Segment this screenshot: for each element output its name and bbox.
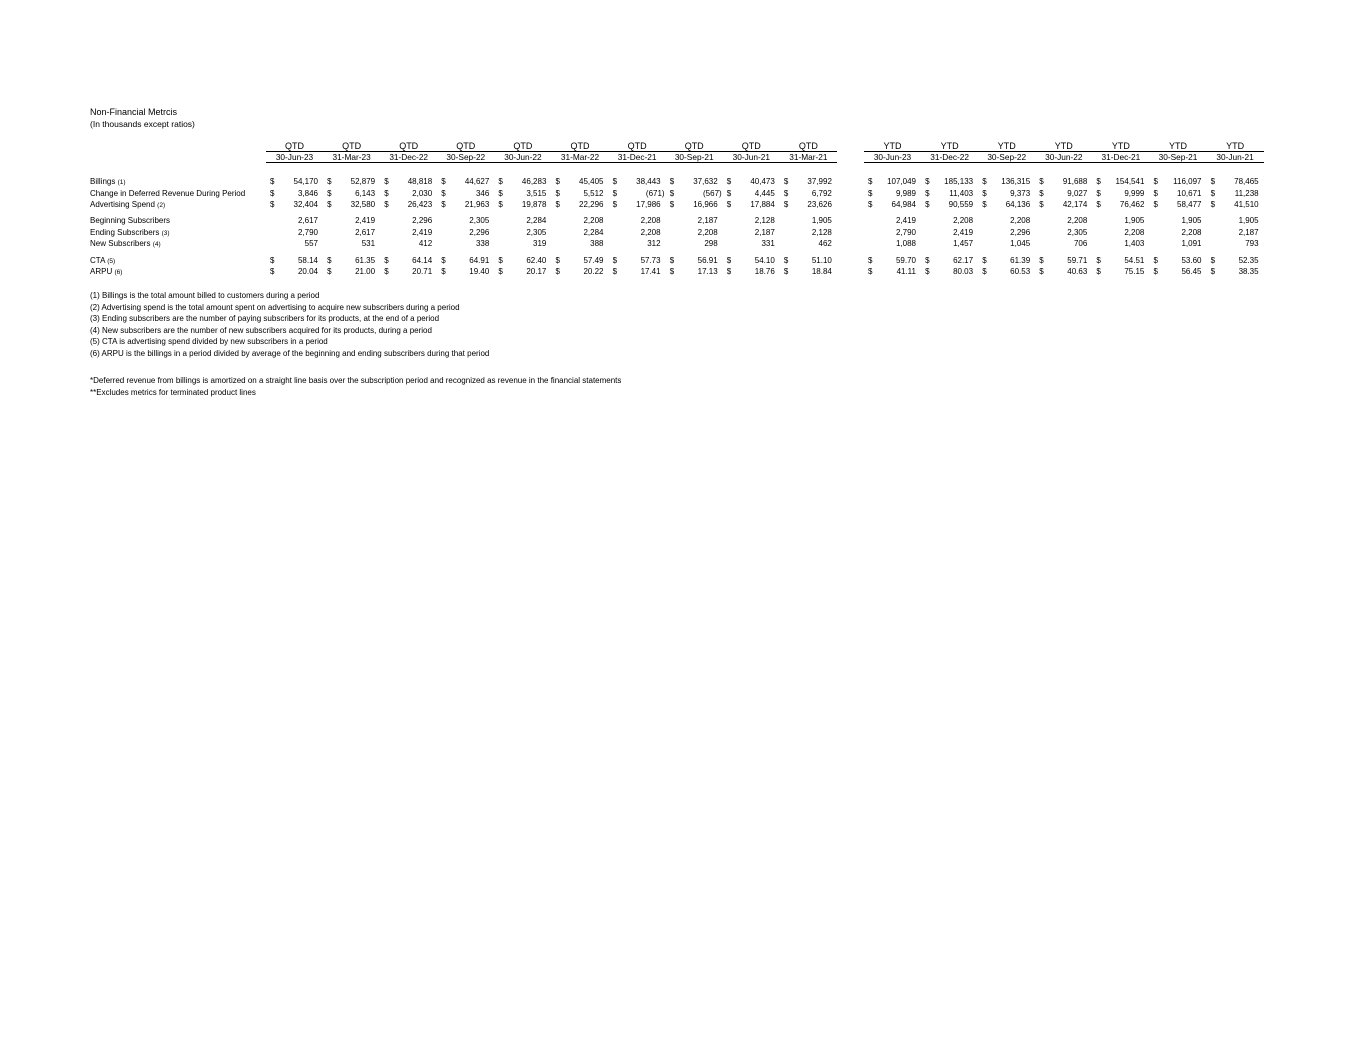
footnote-ref: (1) [117, 179, 126, 186]
currency-symbol: $ [384, 200, 389, 209]
cell-value: 2,208 [1181, 227, 1202, 237]
currency-symbol: $ [270, 177, 275, 186]
currency-symbol: $ [982, 188, 987, 198]
cell-value: 2,296 [469, 227, 490, 237]
row-label [90, 266, 122, 278]
currency-symbol: $ [555, 266, 560, 276]
cell-value: 58.14 [297, 255, 318, 265]
cell-value: 22,296 [579, 200, 604, 209]
cell-value: 2,419 [412, 227, 433, 237]
footnote-line: (5) CTA is advertising spend divided by new subscribers in a period [90, 337, 328, 347]
ytd-period-header: YTD [1169, 141, 1187, 151]
row-label-text: Beginning Subscribers [90, 216, 171, 225]
cell-value: 1,905 [811, 216, 832, 225]
currency-symbol: $ [982, 177, 987, 186]
cell-value: 23,626 [807, 200, 832, 209]
currency-symbol: $ [1096, 188, 1101, 198]
qtd-period-header: QTD [456, 141, 476, 151]
cell-value: 2,030 [412, 188, 433, 198]
currency-symbol: $ [441, 266, 446, 276]
currency-symbol: $ [555, 188, 560, 198]
cell-value: 2,284 [583, 227, 604, 237]
cell-value: 45,405 [579, 177, 604, 186]
cell-value: 75.15 [1124, 266, 1145, 276]
cell-value: 57.49 [583, 255, 604, 265]
currency-symbol: $ [982, 255, 987, 265]
table-row [0, 215, 1365, 226]
cell-value: (567) [703, 188, 722, 198]
currency-symbol: $ [327, 177, 332, 186]
currency-symbol: $ [384, 177, 389, 186]
cell-value: 90,559 [948, 200, 974, 209]
cell-value: 2,296 [1010, 227, 1031, 237]
cell-value: 136,315 [1001, 177, 1031, 186]
cell-value: 2,187 [1238, 227, 1259, 237]
currency-symbol: $ [498, 255, 503, 265]
cell-value: 56.91 [697, 255, 718, 265]
cell-value: 2,419 [953, 227, 974, 237]
currency-symbol: $ [1096, 200, 1101, 209]
cell-value: 9,373 [1010, 188, 1031, 198]
qtd-date-header: 31-Dec-21 [617, 152, 657, 162]
cell-value: 38.35 [1238, 266, 1259, 276]
cell-value: 2,208 [1010, 216, 1031, 225]
row-label-text: New Subscribers [90, 239, 151, 248]
row-label-text: Billings [90, 177, 116, 186]
ytd-header-rule-top [864, 151, 1264, 152]
ytd-date-header: 31-Dec-21 [1101, 152, 1141, 162]
cell-value: 54.51 [1124, 255, 1145, 265]
currency-symbol: $ [1210, 177, 1216, 186]
cell-value: 2,305 [469, 216, 490, 225]
row-label [90, 227, 170, 239]
cell-value: 388 [590, 239, 604, 248]
row-label-text: Change in Deferred Revenue During Period [90, 188, 246, 198]
currency-symbol: $ [612, 177, 618, 186]
cell-value: 1,457 [953, 239, 974, 248]
row-label [90, 238, 161, 250]
currency-symbol: $ [327, 255, 332, 265]
cell-value: 319 [533, 239, 547, 248]
cell-value: 76,462 [1119, 200, 1145, 209]
row-label-text: CTA [90, 255, 105, 265]
cell-value: 10,671 [1177, 188, 1202, 198]
currency-symbol: $ [498, 200, 503, 209]
footnote-ref: (3) [161, 229, 170, 237]
cell-value: 2,187 [754, 227, 775, 237]
qtd-period-header: QTD [798, 141, 818, 151]
qtd-date-header: 31-Dec-22 [389, 152, 429, 162]
cell-value: 17.41 [640, 266, 661, 276]
currency-symbol: $ [1153, 255, 1158, 265]
cell-value: 2,208 [1124, 227, 1145, 237]
cell-value: 59.71 [1067, 255, 1088, 265]
currency-symbol: $ [498, 177, 503, 186]
currency-symbol: $ [327, 200, 332, 209]
footnote-line: (4) New subscribers are the number of new subscribers acquired for its products, during a period [90, 325, 432, 335]
footnote-ref: (4) [152, 241, 161, 248]
cell-value: 2,187 [697, 216, 718, 225]
currency-symbol: $ [384, 255, 389, 265]
cell-value: 107,049 [887, 177, 916, 186]
qtd-period-header: QTD [684, 141, 704, 151]
cell-value: 2,208 [1067, 216, 1088, 225]
currency-symbol: $ [612, 188, 618, 198]
cell-value: 61.35 [355, 255, 376, 265]
currency-symbol: $ [982, 266, 987, 276]
footnote-ref: (2) [157, 202, 166, 209]
cell-value: 40,473 [750, 177, 775, 186]
qtd-date-header: 30-Jun-23 [275, 152, 314, 162]
currency-symbol: $ [669, 188, 675, 198]
footnote-line: (1) Billings is the total amount billed to customers during a period [90, 291, 320, 300]
footnote-line: (3) Ending subscribers are the number of paying subscribers for its products, at the end of a period [90, 314, 440, 324]
cell-value: 41.11 [896, 266, 916, 276]
ytd-date-header: 31-Dec-22 [930, 152, 969, 162]
cell-value: 1,091 [1181, 239, 1202, 248]
cell-value: 19,878 [521, 200, 547, 209]
cell-value: 1,045 [1010, 239, 1031, 248]
cell-value: 64,984 [891, 200, 916, 209]
row-label-text: Ending Subscribers [90, 227, 160, 237]
cell-value: 62.40 [526, 255, 547, 265]
cell-value: 56.45 [1181, 266, 1202, 276]
currency-symbol: $ [270, 266, 275, 276]
qtd-date-header: 31-Mar-22 [560, 152, 600, 162]
currency-symbol: $ [868, 188, 873, 198]
currency-symbol: $ [868, 255, 873, 265]
cell-value: 37,992 [807, 177, 832, 186]
report-subtitle: (In thousands except ratios) [90, 119, 195, 129]
cell-value: 58,477 [1177, 200, 1202, 209]
currency-symbol: $ [726, 177, 732, 186]
currency-symbol: $ [783, 255, 789, 265]
cell-value: 60.53 [1010, 266, 1031, 276]
currency-symbol: $ [868, 200, 873, 209]
currency-symbol: $ [441, 255, 446, 265]
cell-value: 706 [1073, 239, 1088, 248]
currency-symbol: $ [1039, 188, 1044, 198]
cell-value: 62.17 [953, 255, 974, 265]
currency-symbol: $ [925, 188, 930, 198]
qtd-date-header: 30-Jun-22 [504, 152, 542, 162]
ytd-period-header: YTD [1226, 141, 1245, 151]
cell-value: 52,879 [350, 177, 376, 186]
currency-symbol: $ [669, 266, 675, 276]
row-label [90, 176, 126, 188]
currency-symbol: $ [868, 266, 873, 276]
cell-value: 80.03 [953, 266, 974, 276]
qtd-date-header: 30-Sep-22 [446, 152, 486, 162]
cell-value: 54.10 [754, 255, 775, 265]
currency-symbol: $ [1153, 266, 1158, 276]
report-title: Non-Financial Metrcis [90, 107, 178, 117]
currency-symbol: $ [1210, 188, 1216, 198]
currency-symbol: $ [498, 188, 503, 198]
cell-value: 17,986 [636, 200, 661, 209]
qtd-date-header: 30-Sep-21 [674, 152, 714, 162]
currency-symbol: $ [1039, 177, 1044, 186]
cell-value: 32,580 [350, 200, 376, 209]
footnote-ref: (6) [114, 268, 123, 276]
cell-value: 6,143 [355, 188, 376, 198]
ytd-period-header: YTD [883, 141, 902, 151]
currency-symbol: $ [669, 200, 675, 209]
cell-value: 2,419 [895, 216, 916, 225]
ytd-period-header: YTD [940, 141, 959, 151]
row-label [90, 215, 170, 226]
currency-symbol: $ [783, 266, 789, 276]
table-row [0, 227, 1365, 238]
cell-value: 331 [761, 239, 775, 248]
cell-value: 531 [361, 239, 376, 248]
currency-symbol: $ [925, 200, 930, 209]
qtd-period-header: QTD [741, 141, 761, 151]
currency-symbol: $ [555, 200, 560, 209]
currency-symbol: $ [783, 200, 789, 209]
ytd-period-header: YTD [1054, 141, 1073, 151]
cell-value: 2,419 [355, 216, 376, 225]
currency-symbol: $ [726, 188, 732, 198]
cell-value: 462 [818, 239, 832, 248]
cell-value: 78,465 [1234, 177, 1259, 186]
currency-symbol: $ [441, 177, 446, 186]
currency-symbol: $ [270, 200, 275, 209]
cell-value: 38,443 [636, 177, 661, 186]
currency-symbol: $ [868, 177, 873, 186]
cell-value: 9,989 [895, 188, 916, 198]
cell-value: 1,403 [1124, 239, 1145, 248]
cell-value: 20.22 [583, 266, 604, 276]
ytd-date-header: 30-Jun-22 [1045, 152, 1083, 162]
currency-symbol: $ [726, 200, 732, 209]
footnote-line: (6) ARPU is the billings in a period divided by average of the beginning and ending subscribers during that period [90, 349, 490, 358]
ytd-period-header: YTD [997, 141, 1016, 151]
currency-symbol: $ [555, 177, 560, 186]
cell-value: 40.63 [1067, 266, 1088, 276]
cell-value: 21,963 [464, 200, 490, 209]
currency-symbol: $ [1210, 255, 1216, 265]
currency-symbol: $ [1039, 200, 1044, 209]
cell-value: 11,403 [949, 188, 974, 198]
cell-value: 42,174 [1062, 200, 1088, 209]
cell-value: 1,905 [1181, 216, 1202, 225]
cell-value: 2,208 [640, 227, 661, 237]
qtd-date-header: 31-Mar-23 [332, 152, 371, 162]
currency-symbol: $ [726, 266, 732, 276]
qtd-date-header: 31-Mar-21 [789, 152, 828, 162]
cell-value: 3,515 [526, 188, 547, 198]
qtd-period-header: QTD [627, 141, 647, 151]
currency-symbol: $ [1096, 255, 1101, 265]
cell-value: 46,283 [521, 177, 547, 186]
currency-symbol: $ [982, 200, 987, 209]
ytd-date-header: 30-Jun-23 [873, 152, 912, 162]
cell-value: 52.35 [1238, 255, 1259, 265]
table-row [0, 199, 1365, 210]
cell-value: 116,097 [1173, 177, 1202, 186]
cell-value: 4,445 [754, 188, 775, 198]
ytd-period-header: YTD [1111, 141, 1130, 151]
currency-symbol: $ [612, 255, 618, 265]
currency-symbol: $ [925, 255, 930, 265]
currency-symbol: $ [1153, 188, 1158, 198]
cell-value: 26,423 [407, 200, 433, 209]
cell-value: 1,088 [895, 239, 916, 248]
qtd-period-header: QTD [513, 141, 533, 151]
qtd-period-header: QTD [285, 141, 304, 151]
cell-value: 59.70 [895, 255, 916, 265]
cell-value: 2,305 [526, 227, 547, 237]
cell-value: (671) [645, 188, 665, 198]
currency-symbol: $ [555, 255, 560, 265]
currency-symbol: $ [1039, 255, 1044, 265]
cell-value: 185,133 [944, 177, 974, 186]
cell-value: 21.00 [355, 266, 376, 276]
currency-symbol: $ [1039, 266, 1044, 276]
cell-value: 20.04 [297, 266, 318, 276]
cell-value: 2,305 [1067, 227, 1088, 237]
footnote-ref: (5) [107, 257, 116, 265]
ytd-date-header: 30-Jun-21 [1216, 152, 1254, 162]
cell-value: 2,790 [895, 227, 916, 237]
cell-value: 2,208 [583, 216, 604, 225]
cell-value: 61.39 [1010, 255, 1031, 265]
cell-value: 298 [704, 239, 718, 248]
currency-symbol: $ [726, 255, 732, 265]
cell-value: 16,966 [693, 200, 718, 209]
currency-symbol: $ [669, 255, 675, 265]
cell-value: 44,627 [464, 177, 490, 186]
qtd-date-header: 30-Jun-21 [732, 152, 770, 162]
currency-symbol: $ [384, 188, 389, 198]
cell-value: 793 [1245, 239, 1259, 248]
cell-value: 11,238 [1234, 188, 1259, 198]
cell-value: 557 [304, 239, 318, 248]
currency-symbol: $ [1210, 200, 1216, 209]
cell-value: 2,128 [811, 227, 832, 237]
cell-value: 48,818 [407, 177, 433, 186]
note-line: *Deferred revenue from billings is amortized on a straight line basis over the subscription period and recognized as revenue in the financial statements [90, 376, 622, 385]
cell-value: 19.40 [469, 266, 490, 276]
currency-symbol: $ [612, 266, 618, 276]
cell-value: 2,128 [754, 216, 775, 225]
currency-symbol: $ [669, 177, 675, 186]
cell-value: 2,617 [297, 216, 318, 225]
cell-value: 54,170 [293, 177, 318, 186]
currency-symbol: $ [1153, 177, 1158, 186]
currency-symbol: $ [1096, 177, 1101, 186]
cell-value: 312 [647, 239, 661, 248]
table-row [0, 255, 1365, 266]
table-row [0, 266, 1365, 277]
currency-symbol: $ [270, 188, 275, 198]
ytd-header-rule-bottom [864, 162, 1264, 163]
qtd-period-header: QTD [342, 141, 362, 151]
currency-symbol: $ [1096, 266, 1101, 276]
currency-symbol: $ [925, 177, 930, 186]
cell-value: 64.14 [412, 255, 433, 265]
cell-value: 154,541 [1115, 177, 1145, 186]
cell-value: 6,792 [811, 188, 832, 198]
table-row [0, 176, 1365, 187]
cell-value: 53.60 [1181, 255, 1202, 265]
cell-value: 18.84 [811, 266, 832, 276]
cell-value: 3,846 [297, 188, 318, 198]
currency-symbol: $ [441, 200, 446, 209]
row-label [90, 188, 245, 199]
cell-value: 1,905 [1238, 216, 1259, 225]
cell-value: 17.13 [697, 266, 718, 276]
currency-symbol: $ [384, 266, 389, 276]
cell-value: 2,208 [640, 216, 661, 225]
currency-symbol: $ [783, 188, 789, 198]
cell-value: 2,208 [697, 227, 718, 237]
currency-symbol: $ [327, 266, 332, 276]
currency-symbol: $ [1153, 200, 1158, 209]
currency-symbol: $ [327, 188, 332, 198]
cell-value: 32,404 [293, 200, 318, 209]
ytd-date-header: 30-Sep-21 [1158, 152, 1198, 162]
cell-value: 91,688 [1062, 177, 1088, 186]
cell-value: 346 [475, 188, 490, 198]
currency-symbol: $ [270, 255, 275, 265]
cell-value: 2,790 [297, 227, 318, 237]
cell-value: 9,027 [1067, 188, 1088, 198]
cell-value: 412 [418, 239, 433, 248]
row-label [90, 199, 165, 211]
footnote-line: (2) Advertising spend is the total amount spent on advertising to acquire new subscribers during a period [90, 302, 460, 312]
cell-value: 17,884 [750, 200, 775, 209]
cell-value: 41,510 [1234, 200, 1259, 209]
qtd-period-header: QTD [570, 141, 590, 151]
table-row [0, 188, 1365, 199]
cell-value: 9,999 [1124, 188, 1145, 198]
currency-symbol: $ [498, 266, 503, 276]
cell-value: 2,208 [953, 216, 974, 225]
cell-value: 1,905 [1124, 216, 1145, 225]
currency-symbol: $ [612, 200, 618, 209]
cell-value: 20.71 [412, 266, 433, 276]
row-label-text: Advertising Spend [90, 200, 155, 209]
cell-value: 2,296 [412, 216, 433, 225]
cell-value: 2,284 [526, 216, 547, 225]
note-line: **Excludes metrics for terminated product lines [90, 387, 256, 397]
currency-symbol: $ [441, 188, 446, 198]
qtd-header-rule-top [266, 151, 837, 152]
cell-value: 338 [475, 239, 490, 248]
cell-value: 64.91 [469, 255, 490, 265]
currency-symbol: $ [1210, 266, 1216, 276]
qtd-header-rule-bottom [266, 162, 837, 163]
cell-value: 64,136 [1005, 200, 1031, 209]
cell-value: 51.10 [811, 255, 832, 265]
currency-symbol: $ [925, 266, 930, 276]
cell-value: 20.17 [526, 266, 547, 276]
row-label-text: ARPU [90, 266, 113, 276]
cell-value: 57.73 [640, 255, 661, 265]
cell-value: 2,617 [355, 227, 376, 237]
qtd-period-header: QTD [399, 141, 419, 151]
ytd-date-header: 30-Sep-22 [987, 152, 1027, 162]
currency-symbol: $ [783, 177, 789, 186]
cell-value: 37,632 [693, 177, 718, 186]
cell-value: 5,512 [583, 188, 604, 198]
cell-value: 18.76 [754, 266, 775, 276]
table-row [0, 238, 1365, 249]
